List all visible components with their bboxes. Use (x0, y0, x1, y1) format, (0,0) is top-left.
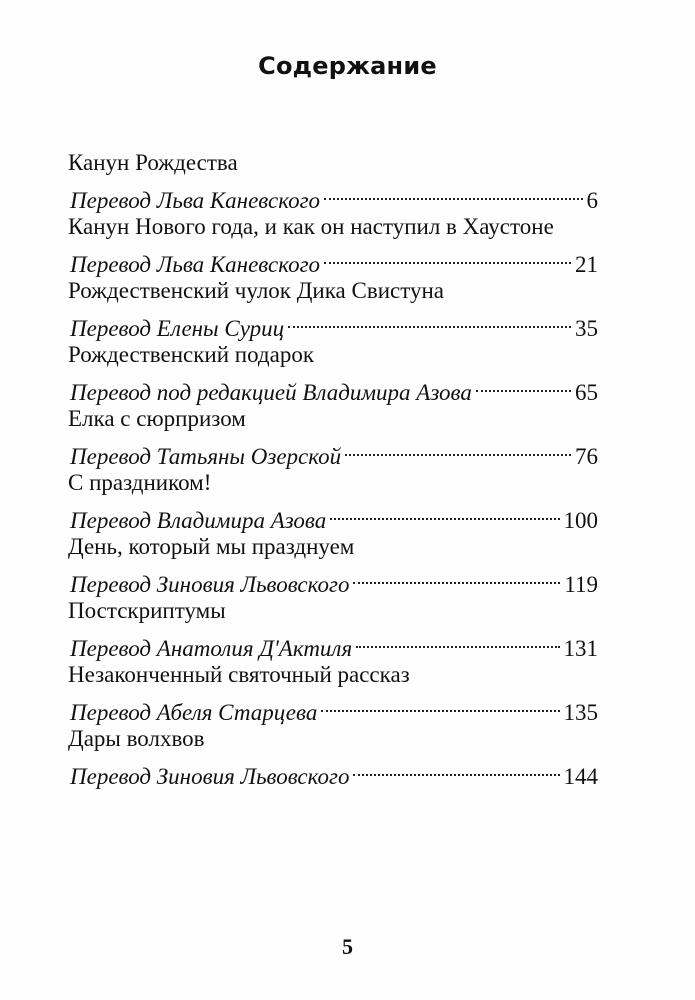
entry-line (70, 498, 598, 533)
entry-title: Канун Рождества (68, 150, 238, 175)
dot-leader (345, 434, 571, 464)
entry-line (70, 626, 598, 661)
dot-leader (288, 306, 571, 336)
entry-title: День, который мы празднуем (68, 534, 355, 559)
entry-title: С праздником! (68, 470, 212, 495)
dot-leader (476, 370, 571, 400)
toc-entry (68, 468, 598, 532)
page-number: 35 (575, 316, 598, 341)
translator-credit: Перевод Абеля Старцева (70, 700, 318, 725)
toc-entry (68, 724, 598, 788)
table-of-contents (68, 148, 598, 788)
entry-line (70, 562, 598, 597)
entry-line (70, 690, 598, 725)
entry-line (70, 370, 598, 405)
toc-entry (68, 148, 598, 212)
entry-line (70, 242, 598, 277)
translator-credit: Перевод Анатолия Д'Актиля (70, 636, 353, 661)
entry-line (70, 754, 598, 789)
translator-credit: Перевод Зиновия Львовского (70, 764, 350, 789)
page-number: 6 (586, 188, 598, 213)
toc-entry (68, 404, 598, 468)
entry-line (70, 306, 598, 341)
toc-entry (68, 212, 598, 276)
toc-entry (68, 660, 598, 724)
dot-leader (324, 178, 582, 208)
translator-credit: Перевод Льва Каневского (70, 252, 321, 277)
page-title: Содержание (258, 52, 437, 80)
dot-leader (353, 562, 560, 592)
translator-credit: Перевод Татьяны Озерской (70, 444, 342, 469)
translator-credit: Перевод Владимира Азова (70, 508, 327, 533)
page-number: 100 (563, 508, 598, 533)
dot-leader (324, 242, 571, 272)
entry-title: Канун Нового года, и как он наступил в Хаустоне (68, 214, 554, 239)
translator-credit: Перевод Елены Суриц (70, 316, 285, 341)
toc-entry (68, 596, 598, 660)
translator-credit: Перевод Зиновия Львовского (70, 572, 350, 597)
toc-entry (68, 276, 598, 340)
page-number: 135 (563, 700, 598, 725)
translator-credit: Перевод Льва Каневского (70, 188, 321, 213)
page-number: 21 (575, 252, 598, 277)
toc-entry (68, 532, 598, 596)
translator-credit: Перевод под редакцией Владимира Азова (70, 380, 472, 405)
entry-title: Елка с сюрпризом (68, 406, 246, 431)
entry-title: Рождественский чулок Дика Свистуна (68, 278, 444, 303)
entry-title: Рождественский подарок (68, 342, 315, 367)
folio-page-number: 5 (342, 934, 353, 959)
dot-leader (353, 754, 559, 784)
page-number: 131 (563, 636, 598, 661)
page-number: 119 (564, 572, 598, 597)
entry-line (70, 434, 598, 469)
page-number: 144 (563, 764, 598, 789)
entry-title: Дары волхвов (68, 726, 205, 751)
entry-title: Незаконченный святочный рассказ (68, 662, 410, 687)
toc-entry (68, 340, 598, 404)
entry-title: Постскриптумы (68, 598, 226, 623)
page-number: 76 (575, 444, 598, 469)
dot-leader (321, 690, 559, 720)
entry-line (70, 178, 598, 213)
dot-leader (356, 626, 559, 656)
dot-leader (330, 498, 559, 528)
page-number: 65 (575, 380, 598, 405)
